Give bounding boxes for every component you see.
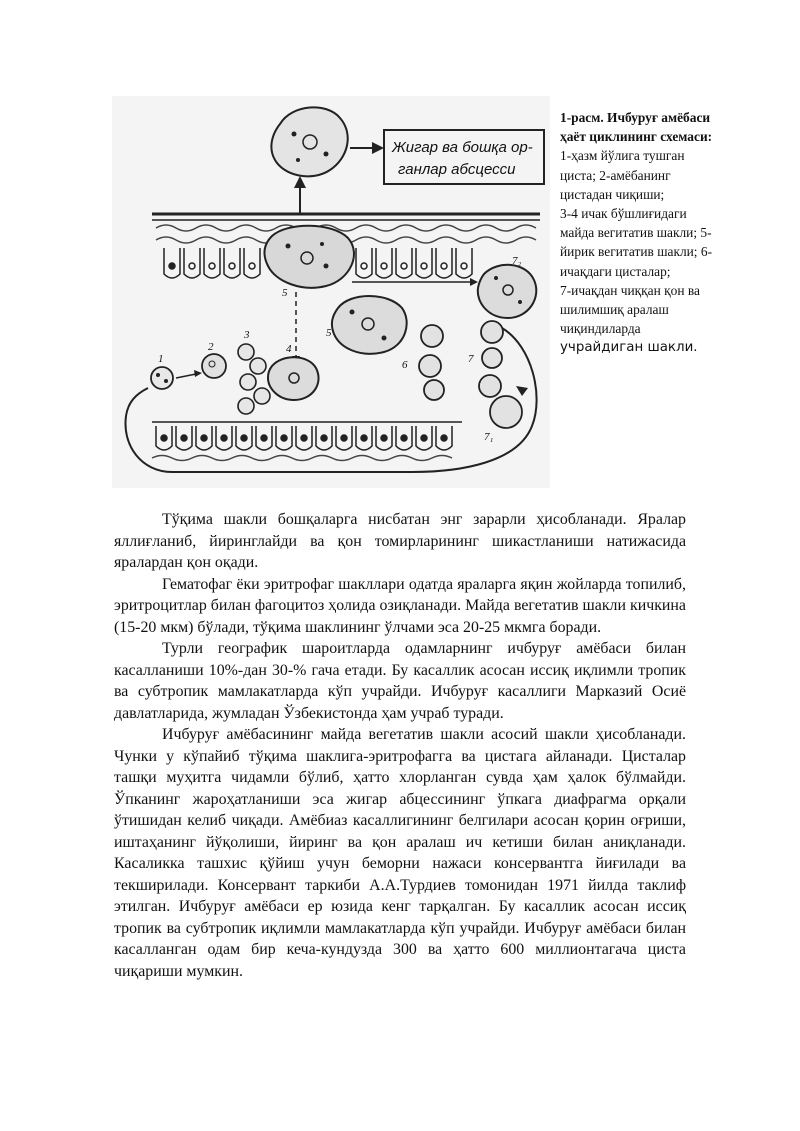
paragraph-1: Тўқима шакли бошқаларга нисбатан энг зарарли ҳисобланади. Яралар яллиғланиб, йиринглайди ва қон томирларининг шикастланиши натижасида яралардан қон оқади. bbox=[114, 511, 686, 571]
label-5b: 5 bbox=[326, 327, 332, 339]
caption-line: 7-ичақдан чиққан қон ва bbox=[560, 282, 700, 298]
amoeba-cycle-diagram bbox=[112, 96, 550, 488]
label-7-2: 7₂ bbox=[512, 255, 522, 267]
paragraph-3: Турли географик шароитларда одамларнинг ичбуруғ амёбаси билан касалланиши 10%-дан 30-% гача етади. Бу касаллик асосан иссиқ иқлимли тропик ва субтропик мамлакатларда кўп учрайди. Ичбуруғ касаллиги Марказий Осиё давлатларида, жумладан Ўзбекистонда ҳам учраб туради. bbox=[114, 640, 686, 722]
caption-line: шилимшиқ аралаш bbox=[560, 302, 669, 318]
label-6: 6 bbox=[402, 359, 408, 371]
caption-last-line: учрайдиган шакли. bbox=[560, 340, 698, 356]
figure-caption bbox=[560, 108, 760, 358]
label-2: 2 bbox=[208, 341, 214, 353]
body-text bbox=[114, 509, 686, 982]
caption-title-line2: ҳаёт циклининг схемаси: bbox=[560, 129, 713, 145]
caption-line: майда вегитатив шакли; 5- bbox=[560, 225, 712, 241]
caption-line: 1-ҳазм йўлига тушган bbox=[560, 148, 685, 164]
invading-amoeba-icon bbox=[265, 226, 354, 288]
abscess-text-line2: ганлар абсцесси bbox=[398, 161, 516, 178]
life-cycle-figure bbox=[112, 96, 550, 488]
caption-line: йирик вегитатив шакли; 6- bbox=[560, 244, 713, 260]
caption-line: 3-4 ичак бўшлиғидаги bbox=[560, 206, 687, 222]
caption-line: чиқиндиларда bbox=[560, 321, 641, 337]
label-4: 4 bbox=[286, 343, 292, 355]
label-7-1: 7₁ bbox=[484, 431, 494, 443]
abscess-text-line1: Жигар ва бошқа ор- bbox=[392, 139, 533, 156]
large-vegetative-icon bbox=[332, 296, 407, 354]
excreted-amoeba-icon bbox=[478, 265, 537, 318]
paragraph-4: Ичбуруғ амёбасининг майда вегетатив шакли асосий шакли ҳисобланади. Чунки у кўпайиб тўқима шаклига-эритрофагга ва цистага айланади. Цисталар ташқи муҳитга чидамли бўлиб, ҳатто хлорланган сувда ҳам ҳалок бўлмайди. Ўпканинг жароҳатланиши эса жигар абцессининг ўпкага диафрагма орқали ўтишидан келиб чиқади. Амёбиаз касаллигининг белгилари асосан қорин оғриши, иштаҳанинг йўқолиши, йиринг ва қон аралаш ич кетиши билан аниқланади. Касаликка ташхис қўйиш учун беморни нажаси консервантга йиғилади ва текширилади. Консервант таркиби А.А.Турдиев томонидан 1971 йилда таклиф этилган. Ичбуруғ амёбаси ер юзида кенг тарқалган. Бу касаллик асосан иссиқ тропик ва субтропик иқлимли мамлакатларда кўп учрайди. Ичбуруғ амёбаси билан касалланган одам бир кеча-кундузда 300 ва ҳатто 600 миллионтагача циста чиқариши мумкин. bbox=[114, 726, 686, 980]
label-7: 7 bbox=[468, 353, 474, 365]
caption-title-line1: 1-расм. Ичбуруғ амёбаси bbox=[560, 110, 711, 125]
caption-line: циста; 2-амёбанинг bbox=[560, 167, 671, 183]
cyst-1-icon bbox=[151, 367, 173, 389]
amoeba-4-icon bbox=[268, 357, 319, 400]
paragraph-2: Гематофаг ёки эритрофаг шакллари одатда яраларга яқин жойларда топилиб, эритроцитлар билан фагоцитоз ҳолида озиқланади. Майда вегетатив шакли кичкина (15-20 мкм) бўлади, тўқима шаклининг ўлчами эса 20-25 мкмга боради. bbox=[114, 575, 686, 636]
label-5a: 5 bbox=[282, 287, 288, 299]
label-1: 1 bbox=[158, 353, 164, 365]
caption-line: цистадан чиқиши; bbox=[560, 186, 665, 202]
label-3: 3 bbox=[244, 329, 250, 341]
caption-line: ичақдаги цисталар; bbox=[560, 263, 671, 279]
